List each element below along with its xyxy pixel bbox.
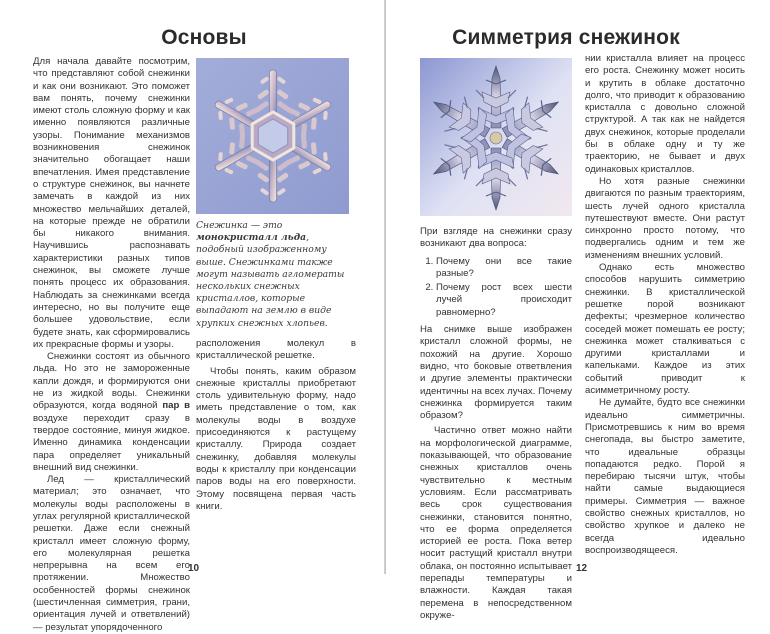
paragraph: Частично ответ можно найти на морфологической диаграмме, показывающей, что образование снежных кристаллов очень чувствительно к местным условиям. Если рассматривать весь срок существования снежинки, становится понятно, что ее форма определяется историей ее роста. Пока ветер носит растущий кристалл внутри облака, он постоянно испытывает перепады температуры и влажности. Каждая такая перемена в непосредственном окруже- [420, 425, 572, 621]
questions-list [420, 256, 572, 319]
snowflake-complex-image [420, 58, 572, 216]
question-item: 2. Почему рост всех шести лучей происходит равномерно? [436, 282, 572, 319]
left-column-1 [33, 56, 190, 634]
paragraph: Лед — кристаллический материал; это означает, что молекулы воды расположены в углах регулярной кристаллической решетки. Даже если снежный кристалл имеет сложную форму, его молекулярная решетка непрерывна на всем его протяжении. Множество особенностей формы снежинок (шестичленная симметрия, грани, ориентация лучей и ответвлений) — результат упорядоченного [33, 474, 190, 633]
paragraph: Однако есть множество способов нарушить симметрию снежинки. В кристаллической решетке порой возникают дефекты; чрезмерное количество соседей может помешать ее росту; снежинка может сталкиваться с другими кристаллами и капельками. Каждое из этих событий приводит к асимметричному росту. [585, 262, 745, 397]
page-number: 10 [188, 563, 200, 574]
snowflake-photo-complex [420, 58, 572, 216]
right-column-2 [585, 53, 745, 557]
bold-text: пар в [162, 400, 190, 412]
paragraph: Чтобы понять, каким образом снежные кристаллы приобретают столь удивительную форму, надо иметь представление о том, как молекулы воды в воздухе присоединяются к растущему кристаллу. Природа создает снежинку, добавляя молекулы воды к кристаллу при конденсации паров воды на его поверхности. Этому посвящена первая часть книги. [196, 365, 356, 512]
snowflake-photo-plate [196, 58, 349, 214]
page-number: 12 [576, 563, 588, 574]
snowflake-plate-image [196, 58, 349, 214]
paragraph [33, 351, 190, 474]
paragraph: расположения молекул в кристаллической решетке. [196, 338, 356, 362]
paragraph: На снимке выше изображен кристалл сложной формы, не похожий на другие. Хорошо видно, что боковые ответвления и другие элементы практически идентичны на всех лучах. Почему снежинка формируется таким образом? [420, 324, 572, 422]
page-title: Симметрия снежинок [452, 26, 680, 49]
question-item: 1. Почему они все такие разные? [436, 256, 572, 281]
photo-caption [196, 220, 359, 330]
paragraph: При взгляде на снежинки сразу возникают два вопроса: [420, 226, 572, 250]
caption-bold: монокристалл льда [196, 232, 307, 244]
paragraph: Но хотя разные снежинки двигаются по разным траекториям, шесть лучей одного кристалла путешествуют вместе. Они растут синхронно просто потому, что подвергались одним и тем же изменениям внешних условий. [585, 175, 745, 261]
paragraph: Не думайте, будто все снежинки идеально симметричны. Присмотревшись к ним во время снегопада, вы быстро заметите, что идеальные образцы попадаются редко. Порой я перебираю тысячи штук, чтобы найти самые выдающиеся примеры. Симметрия — важное свойство снежных кристаллов, но свойство хрупкое и далеко не всегда идеально воспроизводящееся. [585, 397, 745, 556]
text-span: Снежинки состоят из обычного льда. Но это не замороженные капли дождя, и формируются они не из жидкой воды. Снежинки образуются, когда водяной [33, 351, 190, 412]
right-page [386, 0, 770, 621]
paragraph: нии кристалла влияет на процесс его роста. Снежинку может носить и крутить в облаке достаточно долго, что приводит к образованию кристалла с довольно сложной структурой. А так как не найдется двух снежинок, которые проделали бы в облаке одну и ту же траекторию, не бывает и двух одинаковых кристаллов. [585, 53, 745, 175]
text-span: воздухе переходит сразу в твердое состояние, минуя жидкое. Именно динамика конденсации пара определяет уникальный внешний вид снежинки. [33, 412, 190, 473]
caption-text: Снежинка — это [196, 220, 283, 231]
paragraph: Для начала давайте посмотрим, что представляют собой снежинки и как они возникают. Это поможет вам понять, почему снежинки имеют столь сложную форму и как именно появляются различные узоры. Понимание механизмов возникновения снежинок значительно обогащает наши впечатления. Имея представление о структуре снежинок, вы начнете замечать в каждой из них множество мельчайших деталей, на которые прежде не обратили бы никакого внимания. Научившись распознавать характеристики разных типов снежинок, вы сможете лучше понять процесс их образования. Наблюдать за снежинками всегда интересно, но вы получите еще большее удовольствие, если будете знать, как сформировались их прекрасные формы и узоры. [33, 56, 190, 350]
right-column-1 [420, 226, 572, 622]
left-column-2 [196, 338, 356, 513]
left-page [0, 0, 384, 633]
caption-text: , подобный изображенному выше. Снежинками также могут называть агломераты нескольких снежных кристаллов, которые выпадают на землю в виде хрупких снежных хлопьев. [196, 232, 345, 329]
page-title: Основы [161, 26, 247, 49]
